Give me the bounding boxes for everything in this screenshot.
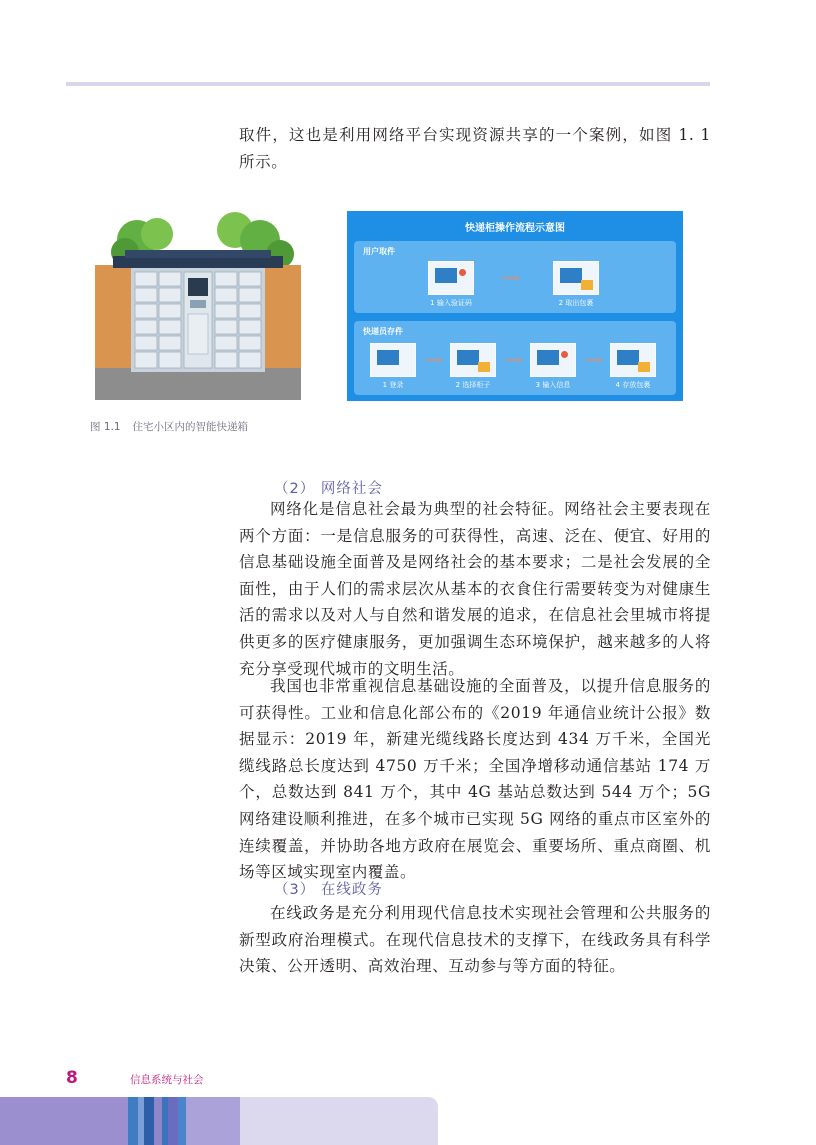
store-parcel-icon xyxy=(610,343,656,377)
figure-number: 图 1.1 xyxy=(90,421,121,433)
courier-step: 2 选择柜子 xyxy=(446,343,500,390)
user-pickup-label: 用户取件 xyxy=(363,247,395,256)
courier-deposit-label: 快递员存件 xyxy=(363,327,403,336)
book-title: 信息系统与社会 xyxy=(130,1074,204,1086)
keypad-icon xyxy=(428,261,474,295)
courier-step: 4 存放包裹 xyxy=(606,343,660,390)
figure-caption xyxy=(90,419,248,434)
input-info-icon xyxy=(530,343,576,377)
smart-locker-illustration xyxy=(95,210,301,400)
arrow-icon: ⟹ xyxy=(505,353,523,367)
arrow-icon: ⟹ xyxy=(425,353,443,367)
user-step: 1 输入验证码 xyxy=(424,261,478,308)
intro-paragraph: 取件，这也是利用网络平台实现资源共享的一个案例，如图 1. 1 所示。 xyxy=(239,126,711,171)
parcel-icon xyxy=(553,261,599,295)
courier-deposit-panel xyxy=(354,321,676,395)
body-paragraph: 在线政务是充分利用现代信息技术实现社会管理和公共服务的新型政府治理模式。在现代信息技术的支撑下，在线政务具有科学决策、公开透明、高效治理、互动参与等方面的特征。 xyxy=(239,904,711,976)
select-cabinet-icon xyxy=(450,343,496,377)
figure-caption-text: 住宅小区内的智能快递箱 xyxy=(132,421,249,433)
section-heading-network-society: （2） 网络社会 xyxy=(274,481,383,497)
body-paragraph: 网络化是信息社会最为典型的社会特征。网络社会主要表现在两个方面：一是信息服务的可获得性，高速、泛在、便宜、好用的信息基础设施全面普及是网络社会的基本要求；二是社会发展的全面性，由于人们的需求层次从基本的衣食住行需要转变为对健康生活的需求以及对人与自然和谐发展的追求，在信息社会里城市将提供更多的医疗健康服务，更加强调生态环境保护，越来越多的人将充分享受现代城市的文明生活。 xyxy=(239,500,711,678)
user-step: 2 取出包裹 xyxy=(549,261,603,308)
courier-step: 1 登录 xyxy=(366,343,420,390)
body-paragraph: 我国也非常重视信息基础设施的全面普及，以提升信息服务的可获得性。工业和信息化部公布的《2019 年通信业统计公报》数据显示：2019 年，新建光缆线路长度达到 434 万千米，全国光缆线路总长度达到 4750 万千米；全国净增移动通信基站 174 万个，总数达到 841 万个，其中 4G 基站总数达到 544 万个；5G 网络建设顺利推进，在多个城市已实现 5G 网络的重点市区室外的连续覆盖，并协助各地方政府在展览会、重要场所、重点商圈、机场等区域实现室内覆盖。 xyxy=(239,677,711,882)
header-rule xyxy=(66,82,710,86)
arrow-icon: ⟹ xyxy=(502,271,520,285)
courier-step: 3 输入信息 xyxy=(526,343,580,390)
arrow-icon: ⟹ xyxy=(585,353,603,367)
page-number: 8 xyxy=(66,1068,78,1088)
login-icon xyxy=(370,343,416,377)
user-pickup-panel xyxy=(354,241,676,313)
section-heading-online-government: （3） 在线政务 xyxy=(274,882,383,898)
footer-decorative-band xyxy=(0,1097,438,1145)
locker-flow-chart xyxy=(347,211,683,401)
flow-chart-title: 快递柜操作流程示意图 xyxy=(465,223,565,234)
